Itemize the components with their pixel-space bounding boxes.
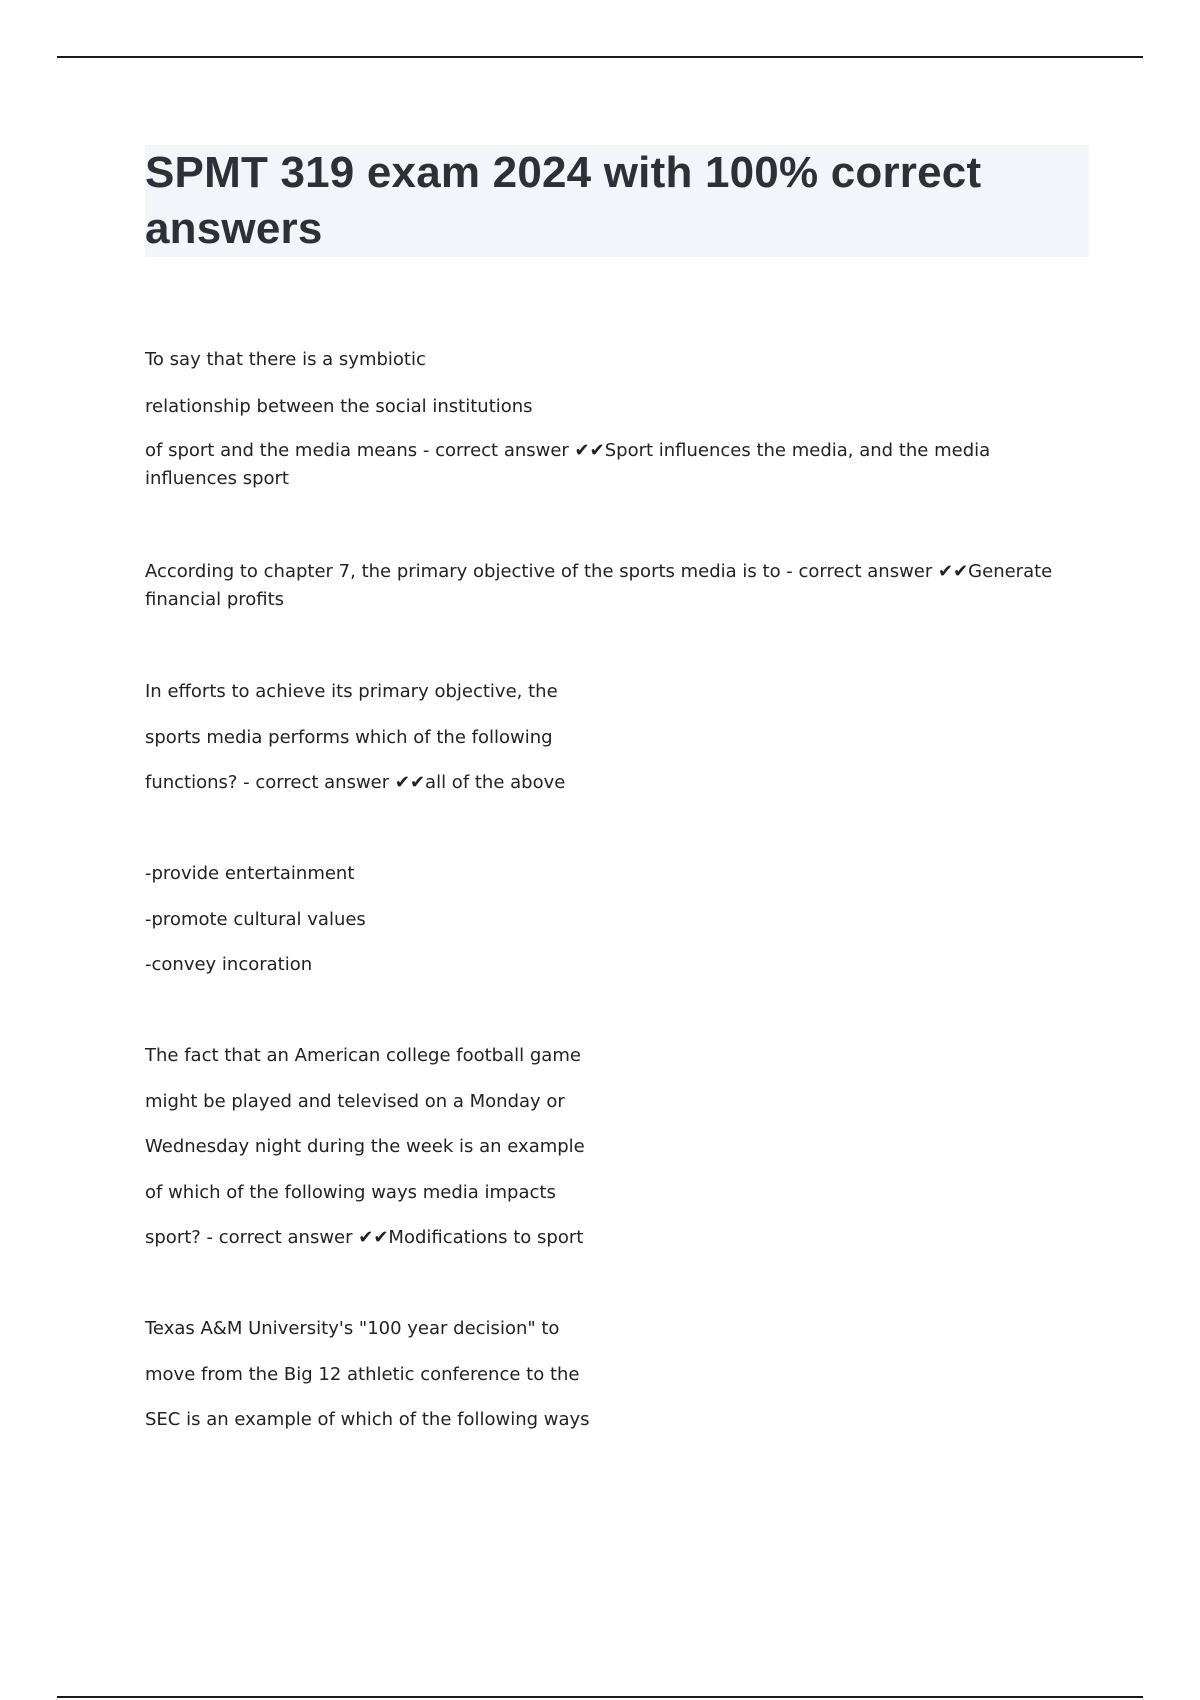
list-item: -promote cultural values — [145, 909, 366, 930]
footer-rule — [57, 1696, 1143, 1698]
text-line: Texas A&M University's "100 year decision" to — [145, 1318, 560, 1339]
list-item: -provide entertainment — [145, 863, 355, 884]
text-line: To say that there is a symbiotic — [145, 349, 426, 370]
text-line: relationship between the social institutions — [145, 396, 533, 417]
header-rule — [57, 56, 1143, 58]
text-line: might be played and televised on a Monday or — [145, 1091, 565, 1112]
text-line: of which of the following ways media impacts — [145, 1182, 556, 1203]
page-title: SPMT 319 exam 2024 with 100% correct answers — [145, 148, 982, 253]
title-block — [145, 145, 1089, 257]
answer-line: According to chapter 7, the primary objective of the sports media is to - correct answer ✔✔Generate financial profits — [145, 561, 1053, 610]
answer-line: functions? - correct answer ✔✔all of the above — [145, 772, 566, 793]
text-line: The fact that an American college football game — [145, 1045, 581, 1066]
text-line: sports media performs which of the following — [145, 727, 553, 748]
answer-line: of sport and the media means - correct answer ✔✔Sport influences the media, and the media influences sport — [145, 440, 991, 489]
text-line: Wednesday night during the week is an example — [145, 1136, 585, 1157]
answer-line: sport? - correct answer ✔✔Modifications to sport — [145, 1227, 584, 1248]
text-line: In efforts to achieve its primary objective, the — [145, 681, 558, 702]
text-line: move from the Big 12 athletic conference to the — [145, 1364, 580, 1385]
text-line: SEC is an example of which of the following ways — [145, 1409, 590, 1430]
list-item: -convey incoration — [145, 954, 313, 975]
